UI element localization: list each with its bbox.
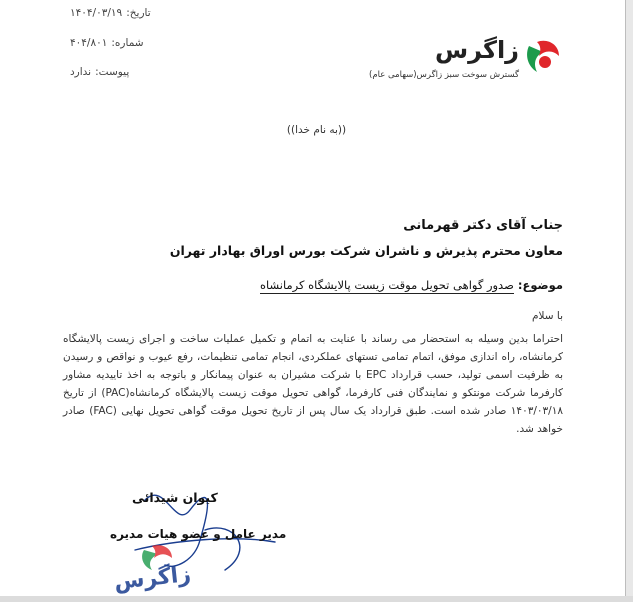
greeting: با سلام (531, 310, 563, 322)
number-value: ۴۰۴/۸۰۱ (70, 37, 108, 49)
company-logo (369, 36, 563, 86)
logo-name: زاگرس (434, 36, 519, 64)
addressee-name: جناب آقای دکتر قهرمانی (403, 218, 563, 233)
signer-name: کیوان شیدائی (132, 490, 218, 505)
addressee-title: معاون محترم پذیرش و ناشران شرکت بورس اوراق بهادار تهران (169, 243, 563, 258)
attachment-field (70, 66, 129, 78)
number-label: شماره: (111, 37, 144, 49)
attachment-label: پیوست: (95, 66, 130, 78)
date-label: تاریخ: (126, 7, 151, 19)
window-edge-bottom (0, 596, 633, 602)
invocation-line: ((به نام خدا)) (286, 124, 347, 136)
window-edge-right (625, 0, 633, 602)
date-value: ۱۴۰۴/۰۳/۱۹ (70, 7, 123, 19)
subject-label: موضوع: (517, 278, 563, 292)
subject-line (260, 278, 563, 292)
company-stamp (108, 540, 218, 600)
attachment-value: ندارد (70, 66, 92, 78)
number-field (70, 37, 144, 49)
stamp-text: زاگرس (112, 562, 193, 595)
signer-title: مدیر عامل و عضو هیات مدیره (110, 527, 287, 541)
date-field (70, 7, 151, 19)
logo-mark-icon (523, 36, 563, 76)
subject-value: صدور گواهی تحویل موقت زیست پالایشگاه کرمانشاه (260, 278, 514, 292)
logo-subtitle: گسترش سوخت سبز زاگرس(سهامی عام) (369, 70, 519, 80)
letter-body: احتراما بدین وسیله به استحضار می رساند با عنایت به اتمام و تکمیل عملیات ساخت و اجرای زیست پالایشگاه کرمانشاه، راه اندازی موفق، اتمام تمامی تستهای عملکردی، انجام تمامی تنظیمات، رفع عیوب و نواقص و رسیدن به ظرفیت اسمی تولید، حسب قرارداد EPC با شرکت مشیران به عنوان پیمانکار و باتوجه به اخذ تاییدیه مشاور کارفرما شرکت مونتکو و نمایندگان فنی کارفرما، گواهی تحویل موقت زیست پالایشگاه کرمانشاه(PAC) از تاریخ ۱۴۰۳/۰۳/۱۸ صادر شده است. طبق قرارداد یک سال پس از تاریخ تحویل موقت گواهی تحویل نهایی (FAC) صادر خواهد شد. (63, 333, 564, 435)
